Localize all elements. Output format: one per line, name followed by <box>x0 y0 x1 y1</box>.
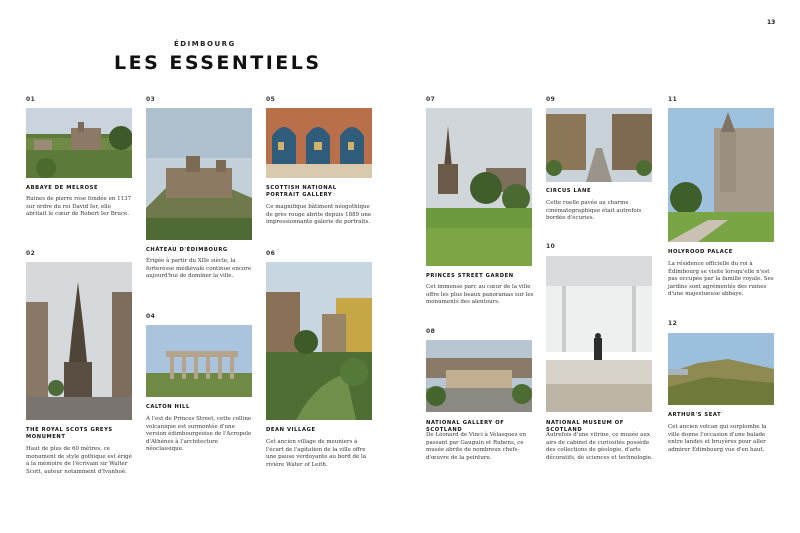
photo-princes-street-garden <box>426 108 532 266</box>
item-description: De Léonard de Vinci à Vélasquez en passant par Gauguin et Rubens, ce musée abrite de nombreux chefs-d'œuvre de la peinture. <box>426 432 527 461</box>
item-description: Cet immense parc au cœur de la ville offre les plus beaux panoramas sur les monuments des alentours. <box>426 284 534 306</box>
section-kicker: ÉDIMBOURG <box>174 40 236 48</box>
item-number: 09 <box>546 96 556 103</box>
item-number: 02 <box>26 250 36 257</box>
photo-scott-monument <box>26 262 132 420</box>
item-name: PRINCES STREET GARDEN <box>426 273 514 279</box>
item-number: 07 <box>426 96 436 103</box>
item-number: 08 <box>426 328 436 335</box>
photo-calton-hill <box>146 325 252 397</box>
item-description: Haut de plus de 60 mètres, ce monument de style gothique est érigé à la mémoire de l'écrivain sir Walter Scott, auteur notamment d'Ivanhoé. <box>26 446 132 475</box>
photo-arthurs-seat <box>668 333 774 405</box>
item-description: Érigée à partir du XIIe siècle, la forteresse médiévale continue encore aujourd'hui de dominer la ville. <box>146 258 252 280</box>
item-description: Autrefois d'une vitrine, ce musée aux airs de cabinet de curiosités possède des collections de géologie, d'arts décoratifs, de sciences et technologie. <box>546 432 653 461</box>
item-name: CALTON HILL <box>146 404 190 410</box>
item-name: NATIONAL MUSEUM OF SCOTLAND <box>546 420 624 433</box>
item-description: Ruines de pierre rose fondée en 1137 sur ordre du roi David Ier, elle abritait le cœur de Robert Ier Bruce. <box>26 196 132 218</box>
item-description: Cet ancien volcan qui surplombe la ville donne l'occasion d'une balade entre landes et bruyères pour aller admirer Édimbourg vue d'en haut. <box>668 424 767 453</box>
item-number: 01 <box>26 96 36 103</box>
item-number: 05 <box>266 96 276 103</box>
photo-national-museum <box>546 256 652 412</box>
photo-melrose-abbey <box>26 108 132 178</box>
item-name: CIRCUS LANE <box>546 188 592 194</box>
item-number: 04 <box>146 313 156 320</box>
item-name: DEAN VILLAGE <box>266 427 316 433</box>
item-name: ABBAYE DE MELROSE <box>26 185 99 191</box>
item-description: La résidence officielle du roi à Édimbourg se visite lorsqu'elle n'est pas occupée par la famille royale. Ses jardins sont agrémentés des ruines d'une majestueuse abbaye. <box>668 261 774 298</box>
item-number: 10 <box>546 243 556 250</box>
item-description: Ce magnifique bâtiment néogothique de grès rouge abrite depuis 1889 une impressionnante galerie de portraits. <box>266 204 372 226</box>
item-name: SCOTTISH NATIONAL PORTRAIT GALLERY <box>266 185 337 198</box>
item-number: 11 <box>668 96 678 103</box>
item-description: Cet ancien village de meuniers à l'écart de l'agitation de la ville offre une pause verdoyante au bord de la rivière Water of Leith. <box>266 439 367 468</box>
item-name: CHÂTEAU D'ÉDIMBOURG <box>146 247 228 253</box>
item-name: HOLYROOD PALACE <box>668 249 733 255</box>
item-description: Cette ruelle pavée au charme cinématographique était autrefois bordée d'écuries. <box>546 200 642 222</box>
item-number: 03 <box>146 96 156 103</box>
item-name: ARTHUR'S SEAT <box>668 412 722 418</box>
photo-portrait-gallery <box>266 108 372 178</box>
item-description: À l'est de Princes Street, cette colline volcanique est surmontée d'une version édimbourgeoise de l'Acropole d'Athènes à l'architecture néoclassique. <box>146 416 252 453</box>
item-name: THE ROYAL SCOTS GREYS MONUMENT <box>26 427 113 440</box>
photo-circus-lane <box>546 108 652 182</box>
photo-holyrood-palace <box>668 108 774 242</box>
photo-edinburgh-castle <box>146 108 252 240</box>
item-number: 06 <box>266 250 276 257</box>
page-title: LES ESSENTIELS <box>114 52 322 74</box>
item-name: NATIONAL GALLERY OF SCOTLAND <box>426 420 505 433</box>
photo-national-gallery <box>426 340 532 412</box>
page-number: 13 <box>767 19 776 26</box>
photo-dean-village <box>266 262 372 420</box>
item-number: 12 <box>668 320 678 327</box>
